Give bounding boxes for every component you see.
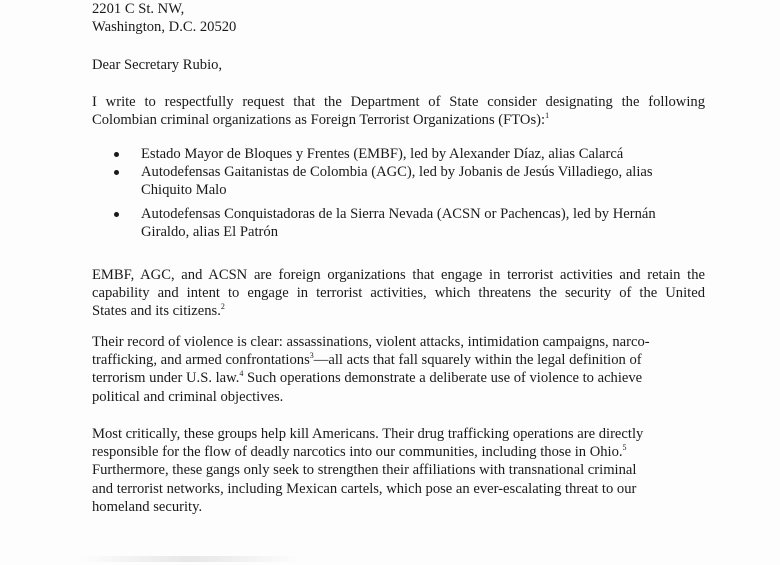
paragraph-line [92, 369, 705, 387]
list-item [114, 205, 714, 241]
paragraph-line-text: States and its citizens. [92, 303, 221, 320]
paragraph-line [92, 111, 705, 129]
paragraph-line: I write to respectfully request that the Department of State consider designating the following [92, 94, 705, 110]
paragraph-line-text: —all acts that fall squarely within the legal definition of [313, 352, 642, 369]
paragraph-line-text: terrorism under U.S. law. [92, 370, 240, 387]
salutation: Dear Secretary Rubio, [92, 57, 223, 73]
paragraph-americans [92, 425, 705, 516]
footnote-marker: 2 [220, 302, 225, 312]
paragraph-line: capability and intent to engage in terrorist activities, which threatens the security of the United [92, 285, 705, 302]
footnote-marker: 3 [309, 351, 314, 361]
paragraph-line: Furthermore, these gangs only seek to strengthen their affiliations with transnational criminal [92, 462, 637, 479]
bullet-icon [114, 212, 119, 217]
paragraph-line-text: Such operations demonstrate a deliberate use of violence to achieve [243, 370, 643, 387]
list-item [114, 145, 714, 163]
paragraph-line-text: Colombian criminal organizations as Foreign Terrorist Organizations (FTOs): [92, 112, 546, 129]
bullet-icon [114, 170, 119, 175]
paragraph-line: Most critically, these groups help kill Americans. Their drug trafficking operations are directly [92, 426, 644, 442]
paragraph-line [92, 302, 705, 320]
address-city: Washington, D.C. 20520 [92, 19, 237, 35]
list-item [114, 163, 714, 199]
paragraph-line-text: trafficking, and armed confrontations [92, 352, 310, 369]
list-item-text: Autodefensas Gaitanistas de Colombia (AGC), led by Jobanis de Jesús Villadiego, alias [141, 164, 653, 180]
list-item-text: Giraldo, alias El Patrón [141, 224, 278, 240]
footnote-marker: 1 [545, 111, 550, 121]
scan-smudge [80, 556, 300, 562]
paragraph-line: EMBF, AGC, and ACSN are foreign organizations that engage in terrorist activities and retain the [92, 267, 705, 283]
paragraph-line: homeland security. [92, 498, 203, 515]
paragraph-line: political and criminal objectives. [92, 388, 284, 405]
paragraph-violence [92, 333, 705, 406]
bullet-icon [114, 152, 119, 157]
list-item-text: Autodefensas Conquistadoras de la Sierra Nevada (ACSN or Pachencas), led by Hernán [141, 206, 656, 222]
paragraph-line [92, 351, 705, 369]
list-item-text: Estado Mayor de Bloques y Frentes (EMBF), led by Alexander Díaz, alias Calarcá [141, 146, 624, 162]
paragraph-request [92, 93, 705, 129]
footnote-marker: 4 [239, 369, 244, 379]
paragraph-line: and terrorist networks, including Mexican cartels, which pose an ever-escalating threat to our [92, 480, 637, 497]
footnote-marker: 5 [622, 443, 627, 453]
paragraph-threat [92, 266, 705, 321]
paragraph-line [92, 443, 705, 461]
address-street: 2201 C St. NW, [92, 1, 185, 17]
organization-list [114, 145, 714, 247]
list-item-text: Chiquito Malo [141, 182, 227, 198]
paragraph-line-text: responsible for the flow of deadly narcotics into our communities, including those in Ohio. [92, 444, 623, 461]
paragraph-line: Their record of violence is clear: assassinations, violent attacks, intimidation campaigns, narco- [92, 334, 650, 350]
